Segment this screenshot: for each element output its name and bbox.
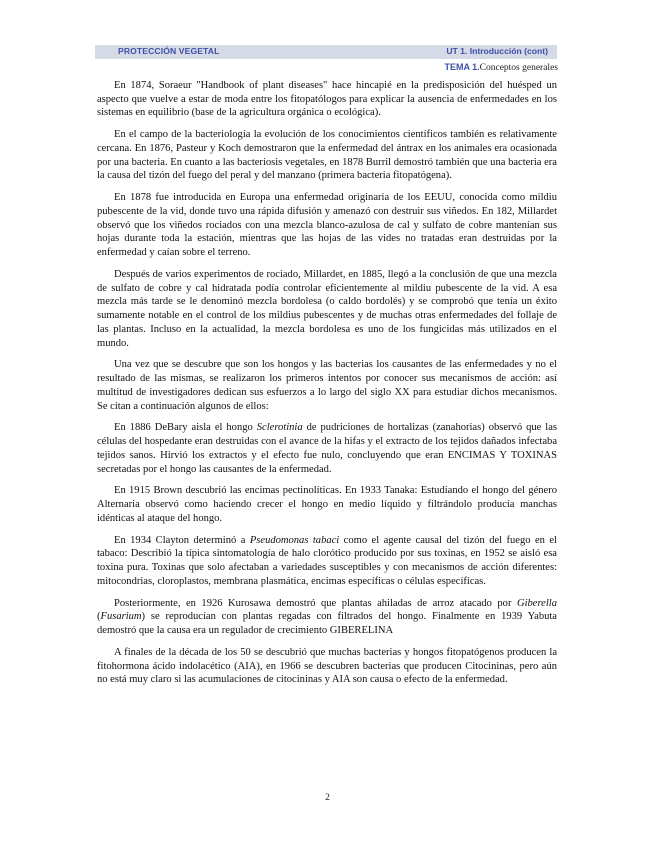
species-name: Sclerotinia	[256, 422, 303, 434]
species-name: Pseudomonas tabaci	[249, 534, 340, 546]
paragraph-text: En 1886 DeBary aisla el hongo	[114, 422, 257, 434]
species-name: Fusarium	[100, 611, 142, 623]
body-text	[97, 79, 557, 695]
paragraph-text: (	[97, 611, 101, 623]
paragraph: En el campo de la bacteriología la evolución de los conocimientos científicos también es relativamente cercana. En 1876, Pasteur y Koch demostraron que la enfermedad del ántrax en los animales era ocasionada por una bacteria. En cuanto a las bacteriosis vegetales, en 1878 Burril demostró también que una bacteria era la causa del tizón del fuego del peral y del manzano (primera bacteria fitopatógena).	[97, 129, 557, 182]
course-title: PROTECCIÓN VEGETAL	[118, 46, 220, 56]
paragraph	[97, 534, 557, 589]
topic-label: TEMA 1.	[444, 62, 480, 72]
paragraph: En 1878 fue introducida en Europa una enfermedad originaria de los EEUU, conocida como mildiu pubescente de la vid, donde tuvo una rápida difusión y amenazó con destruir sus viñedos. En 182, Millardet observó que los viñedos rociados con una mezcla blanco-azulosa de cal y sulfato de cobre mantenían sus hojas durante toda la estación, mientras que las hojas de las vides no tratadas eran destruidas por la enfermedad y caían sobre el terreno.	[97, 192, 557, 259]
paragraph-text: En 1934 Clayton determinó a	[114, 534, 250, 546]
paragraph: En 1874, Soraeur "Handbook of plant diseases" hace hincapié en la predisposición del huésped un aspecto que vuelve a estar de moda entre los fitopatólogos para explicar la ausencia de enfermedades en los sistemas en equilibrio (base de la agricultura orgánica o ecológica).	[97, 80, 557, 119]
paragraph: A finales de la década de los 50 se descubrió que muchas bacterias y hongos fitopatógenos producen la fitohormona ácido indolacético (AIA), en 1966 se descubren bacterias que producen Citocininas, pero aún no está muy claro si las acumulaciones de citocininas y AIA son causa o efecto de la enfermedad.	[97, 647, 557, 686]
paragraph-text: Posteriormente, en 1926 Kurosawa demostró que plantas ahiladas de arroz atacado por	[114, 597, 517, 609]
page-number: 2	[325, 793, 330, 803]
topic-text: Conceptos generales	[479, 63, 558, 73]
topic-subheader	[444, 62, 558, 73]
paragraph	[97, 597, 557, 638]
header-bar	[95, 45, 557, 59]
paragraph-text: ) se reproducían con plantas regadas con filtrados del hongo. Finalmente en 1939 Yabuta demostró que la causa era un regulador de crecimiento GIBERELINA	[97, 611, 557, 637]
paragraph-text: de pudriciones de hortalizas (zanahorias) observó que las células del hospedante eran destruidas con el avance de la hifas y el extracto de los tejidos dañados infectaba tejidos sanos. Hirvió los extractos y el efecto fue nulo, concluyendo que eran ENCIMAS Y TOXINAS secretadas por el hongo las causantes de la enfermedad.	[97, 422, 557, 475]
paragraph: Una vez que se descubre que son los hongos y las bacterias los causantes de las enfermedades y no el resultado de las mismas, se realizaron los primeros intentos por conocer sus mecanismos de acción: así multitud de investigadores dedican sus esfuerzos a lo largo del siglo XX para estudiar dichos mecanismos. Se citan a continuación algunos de ellos:	[97, 359, 557, 412]
unit-title: UT 1. Introducción (cont)	[446, 46, 548, 56]
species-name: Giberella	[516, 597, 557, 609]
paragraph: En 1915 Brown descubrió las encimas pectinolíticas. En 1933 Tanaka: Estudiando el hongo del género Alternaria observó como haciendo crecer el hongo en medio líquido y filtrándolo producía manchas idénticas al ataque del hongo.	[97, 485, 557, 524]
paragraph: Después de varios experimentos de rociado, Millardet, en 1885, llegó a la conclusión de que una mezcla de sulfato de cobre y cal hidratada podía controlar eficientemente al mildiu pubescente de la vid. A esa mezcla más tarde se le denominó mezcla bordolesa (o caldo bordolés) y se comprobó que tenía un éxito sumamente notable en el control de los mildius pubescentes y de muchas otras enfermedades del follaje de las plantas. Incluso en la actualidad, la mezcla bordolesa es uno de los fungicidas más utilizados en el mundo.	[97, 269, 557, 349]
paragraph	[97, 421, 557, 476]
paragraph-text: como el agente causal del tizón del fuego en el tabaco: Describió la típica sintomatología de halo clorótico producido por sus toxinas, en 1952 se aisló esa toxina pura. Toxinas que solo afectaban a variedades susceptibles y con mecanismos de acción diferentes: mitocondrias, cloroplastos, membrana plasmática, encimas específicas o células específicas.	[97, 534, 557, 587]
